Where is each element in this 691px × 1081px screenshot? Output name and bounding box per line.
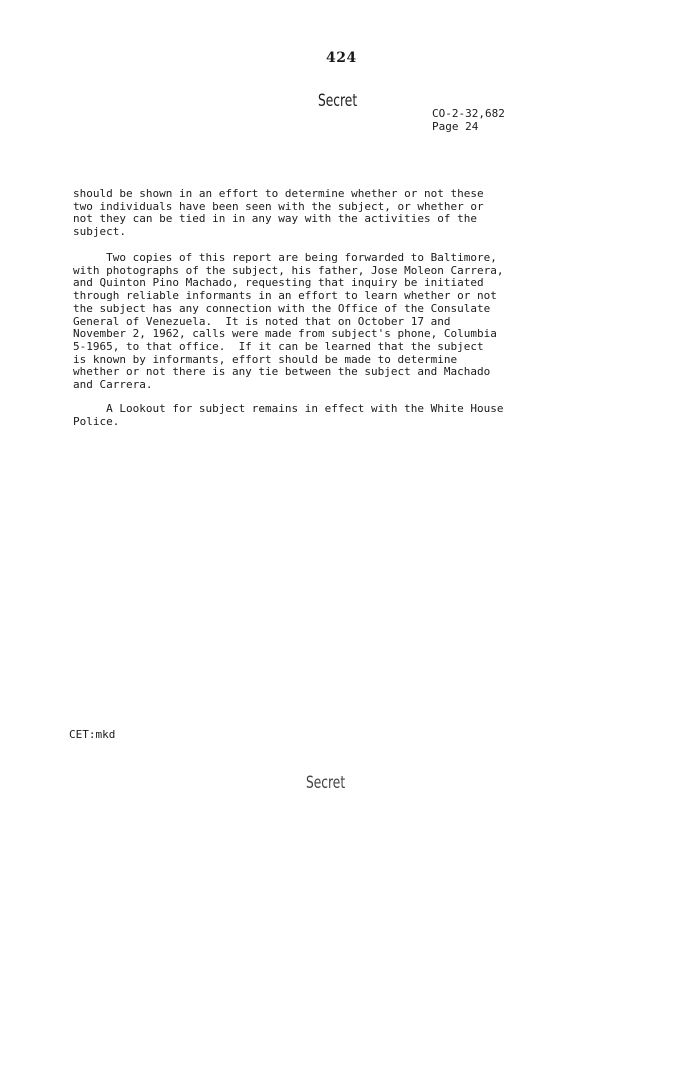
text-line: 5-1965, to that office. If it can be learned that the subject: [73, 339, 484, 353]
text-line: November 2, 1962, calls were made from subject's phone, Columbia: [73, 327, 497, 341]
text-line: and Carrera.: [73, 378, 153, 392]
file-number: CO-2-32,682: [432, 107, 505, 120]
paragraph-3: [73, 403, 573, 428]
text-line: with photographs of the subject, his father, Jose Moleon Carrera,: [73, 263, 504, 277]
text-line: subject.: [73, 225, 126, 239]
text-line: whether or not there is any tie between the subject and Machado: [73, 365, 491, 379]
page-number: 424: [326, 50, 357, 66]
classification-marking-bottom: Secret: [306, 773, 346, 793]
text-line: through reliable informants in an effort to learn whether or not: [73, 289, 497, 303]
text-line: two individuals have been seen with the subject, or whether or: [73, 199, 484, 213]
text-line: Police.: [73, 414, 120, 428]
text-line: Two copies of this report are being forwarded to Baltimore,: [73, 251, 497, 264]
text-line: the subject has any connection with the Office of the Consulate: [73, 301, 491, 315]
typist-initials: CET:mkd: [69, 728, 116, 741]
text-line: not they can be tied in in any way with the activities of the: [73, 212, 477, 226]
text-line: is known by informants, effort should be made to determine: [73, 352, 458, 366]
text-line: General of Venezuela. It is noted that on October 17 and: [73, 314, 451, 328]
classification-marking-top: Secret: [318, 91, 358, 111]
paragraph-2: [73, 252, 573, 392]
reference-block: [432, 107, 505, 133]
page-label: Page 24: [432, 120, 479, 133]
text-line: should be shown in an effort to determine whether or not these: [73, 187, 484, 200]
text-line: A Lookout for subject remains in effect with the White House: [73, 402, 504, 415]
paragraph-1: [73, 188, 573, 239]
text-line: and Quinton Pino Machado, requesting that inquiry be initiated: [73, 276, 484, 290]
